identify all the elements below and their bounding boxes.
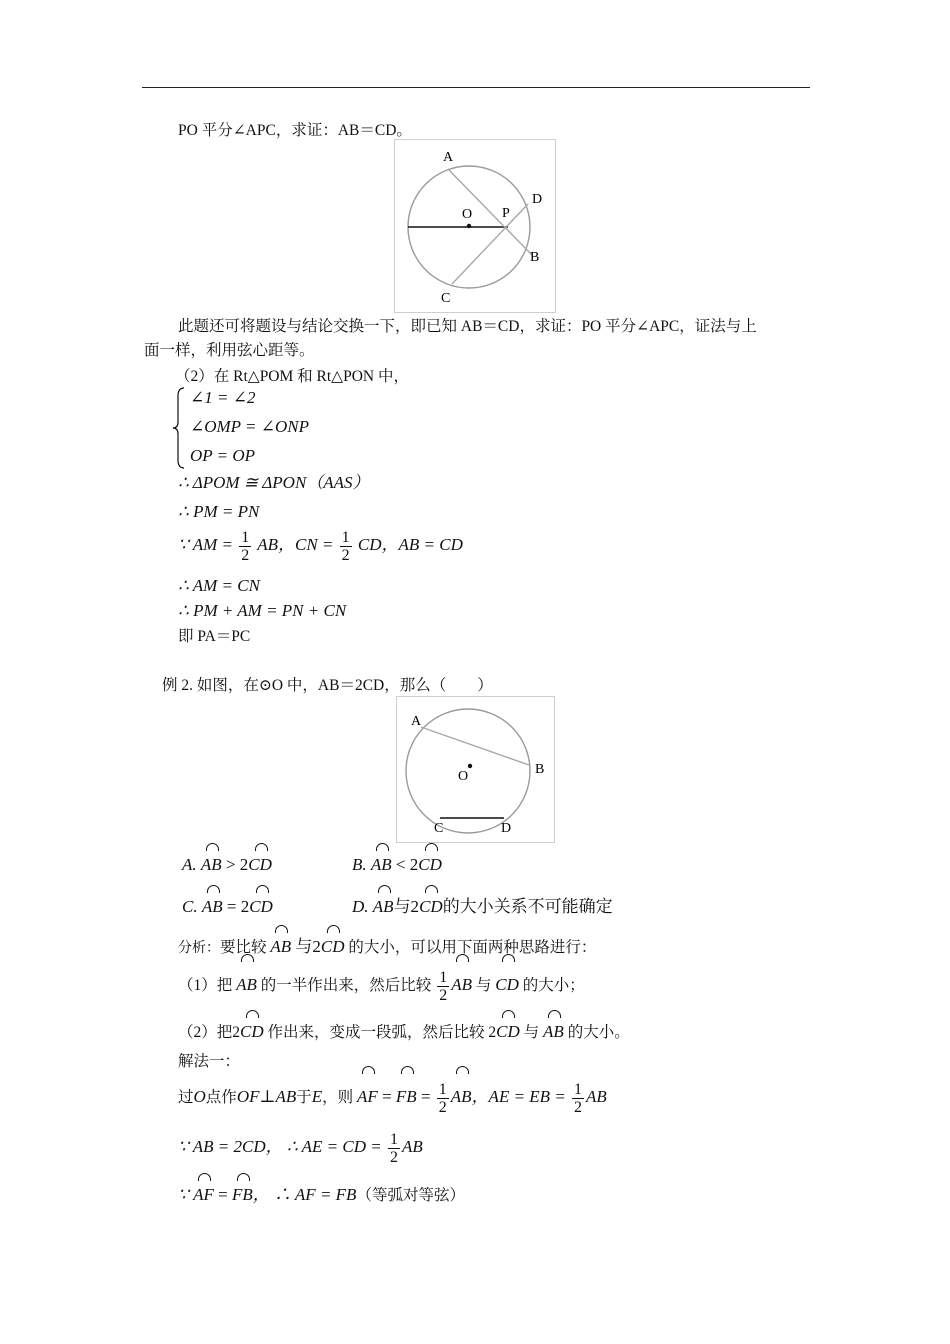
fraction-half-4: $\frac{1}{2}$: [438, 1080, 447, 1116]
fig2-label-O: O: [458, 769, 469, 784]
option-a[interactable]: A. AB > 2CD: [182, 855, 272, 874]
because-line: [178, 526, 463, 564]
solution-step-1: 过O点作OF⊥AB于E，则 AF = FB = $\frac{1}{2}$ AB，AE = EB = $\frac{1}{2}$ AB: [178, 1078, 607, 1117]
fraction-half-1: $\frac{1}{2}$: [241, 528, 250, 564]
conclusion-congruent: ∴ ΔPOM ≅ ΔPON（AAS）: [178, 473, 370, 492]
problem-intro: PO 平分∠APC，求证：AB＝CD。: [178, 122, 412, 139]
fig2-label-C: C: [434, 821, 444, 836]
option-b[interactable]: B. AB < 2CD: [352, 855, 442, 874]
label-C: C: [441, 291, 451, 306]
conclusion-am-cn: ∴ AM = CN: [178, 576, 260, 595]
solution-step-3: ∵ AF = FB， ∴ AF = FB（等弧对等弦）: [178, 1185, 465, 1204]
fraction-half-3: $\frac{1}{2}$: [439, 968, 448, 1004]
because-prefix: ∵ AM =: [178, 535, 234, 554]
solution-1-heading: 解法一：: [178, 1053, 241, 1070]
label-P: P: [502, 206, 510, 221]
idea-1-line: （1）把 AB 的一半作出来，然后比较 $\frac{1}{2}$ AB 与 CD 的大小；: [178, 966, 585, 1005]
because-mid-2: CD，AB = CD: [357, 535, 463, 554]
remark-line-1: 此题还可将题设与结论交换一下，即已知 AB＝CD，求证：PO 平分∠APC，证法与上: [178, 318, 757, 335]
label-D: D: [532, 192, 543, 207]
fraction-half-6: $\frac{1}{2}$: [389, 1130, 398, 1166]
figure-circle-2: [396, 696, 555, 843]
analysis-line: 分析：要比较 AB 与2CD 的大小，可以用下面两种思路进行：: [178, 937, 597, 956]
remark-line-2: 面一样，利用弦心距等。: [144, 342, 315, 359]
part2-intro: （2）在 Rt△POM 和 Rt△PON 中，: [175, 368, 409, 385]
conclusion-pm-pn: ∴ PM = PN: [178, 502, 260, 521]
option-d[interactable]: D. AB与2CD的大小关系不可能确定: [352, 897, 613, 916]
system-eq-3: OP = OP: [190, 446, 255, 465]
figure-circle-1: [394, 139, 556, 313]
label-A: A: [443, 150, 454, 165]
conclusion-sum: ∴ PM + AM = PN + CN: [178, 601, 347, 620]
fig2-label-B: B: [535, 762, 545, 777]
label-B: B: [530, 250, 540, 265]
final-result: 即 PA＝PC: [178, 628, 251, 645]
fraction-half-2: $\frac{1}{2}$: [341, 528, 350, 564]
option-c[interactable]: C. AB = 2CD: [182, 897, 273, 916]
system-eq-1: ∠1 = ∠2: [190, 388, 256, 407]
because-mid-1: AB，CN =: [257, 535, 334, 554]
header-rule: [142, 87, 810, 88]
fig2-label-D: D: [501, 821, 512, 836]
fig2-label-A: A: [411, 714, 422, 729]
idea-2-line: （2）把2CD 作出来，变成一段弧，然后比较 2CD 与 AB 的大小。: [178, 1022, 630, 1041]
solution-step-2: ∵ AB = 2CD， ∴ AE = CD = $\frac{1}{2}$ AB: [178, 1130, 423, 1166]
fraction-half-5: $\frac{1}{2}$: [574, 1080, 583, 1116]
label-O: O: [462, 207, 473, 222]
system-brace: [172, 386, 186, 475]
system-eq-2: ∠OMP = ∠ONP: [190, 417, 309, 436]
example2-title: 例 2. 如图，在⊙O 中，AB＝2CD，那么（ ）: [162, 677, 493, 694]
